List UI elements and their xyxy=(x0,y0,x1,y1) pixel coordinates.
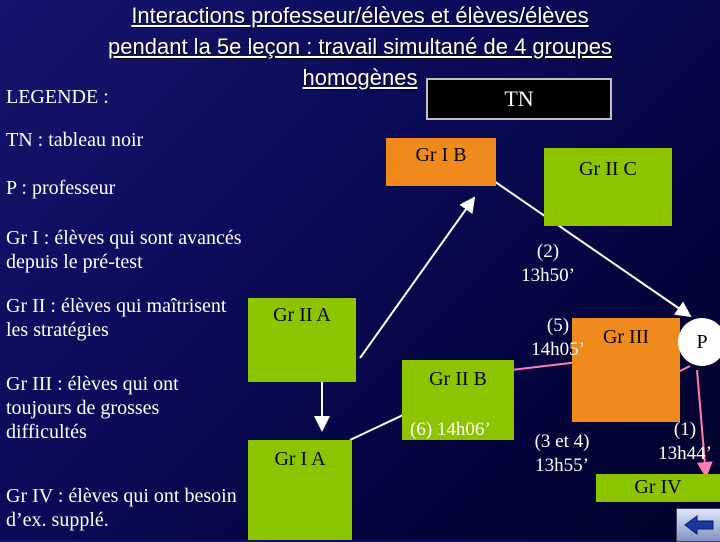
title-line-3: homogènes xyxy=(302,65,418,90)
group-box-gr-iii: Gr III xyxy=(572,318,680,422)
group-box-gr-ii-b: Gr II B xyxy=(402,360,514,440)
note-1-time: 13h44’ xyxy=(658,443,712,464)
back-arrow-icon xyxy=(683,514,715,536)
note-3-4 xyxy=(522,430,602,478)
note-2 xyxy=(508,240,588,288)
professor-circle: P xyxy=(678,318,720,366)
note-1-number: (1) xyxy=(673,419,697,440)
tableau-noir-box: TN xyxy=(426,78,612,120)
group-box-gr-i-a: Gr I A xyxy=(248,440,352,540)
title-line-2: pendant la 5e leçon : travail simultané de 4 groupes xyxy=(108,34,612,59)
group-box-gr-iv: Gr IV xyxy=(596,474,720,502)
legend-item-p: P : professeur xyxy=(6,177,116,199)
note-6: (6) 14h06’ xyxy=(410,419,491,440)
legend-item-gr-i: Gr I : élèves qui sont avancés depuis le pré-test xyxy=(6,227,242,273)
note-5-time: 14h05’ xyxy=(531,339,585,360)
back-nav-button[interactable] xyxy=(676,508,720,542)
note-5-number: (5) xyxy=(546,315,570,336)
note-2-number: (2) xyxy=(536,241,560,262)
note-2-time: 13h50’ xyxy=(521,265,575,286)
legend-item-gr-iv: Gr IV : élèves qui ont besoin d’ex. supplé. xyxy=(6,485,237,531)
note-3-4-time: 13h55’ xyxy=(535,455,589,476)
note-3-4-number: (3 et 4) xyxy=(534,431,590,452)
title-line-1: Interactions professeur/élèves et élèves/élèves xyxy=(131,3,589,28)
note-1 xyxy=(650,418,720,466)
group-box-gr-ii-c: Gr II C xyxy=(544,148,672,226)
group-box-gr-ii-a: Gr II A xyxy=(248,298,356,382)
group-box-gr-i-b: Gr I B xyxy=(386,138,496,186)
legend-heading: LEGENDE : xyxy=(6,86,109,108)
legend-item-tn: TN : tableau noir xyxy=(6,129,144,151)
arrow-gr-iib-to-gr-ib xyxy=(360,198,474,358)
legend-item-gr-ii: Gr II : élèves qui maîtrisent les stratégies xyxy=(6,295,227,341)
note-5 xyxy=(520,314,596,362)
legend-item-gr-iii: Gr III : élèves qui ont toujours de grosses difficultés xyxy=(6,373,179,443)
